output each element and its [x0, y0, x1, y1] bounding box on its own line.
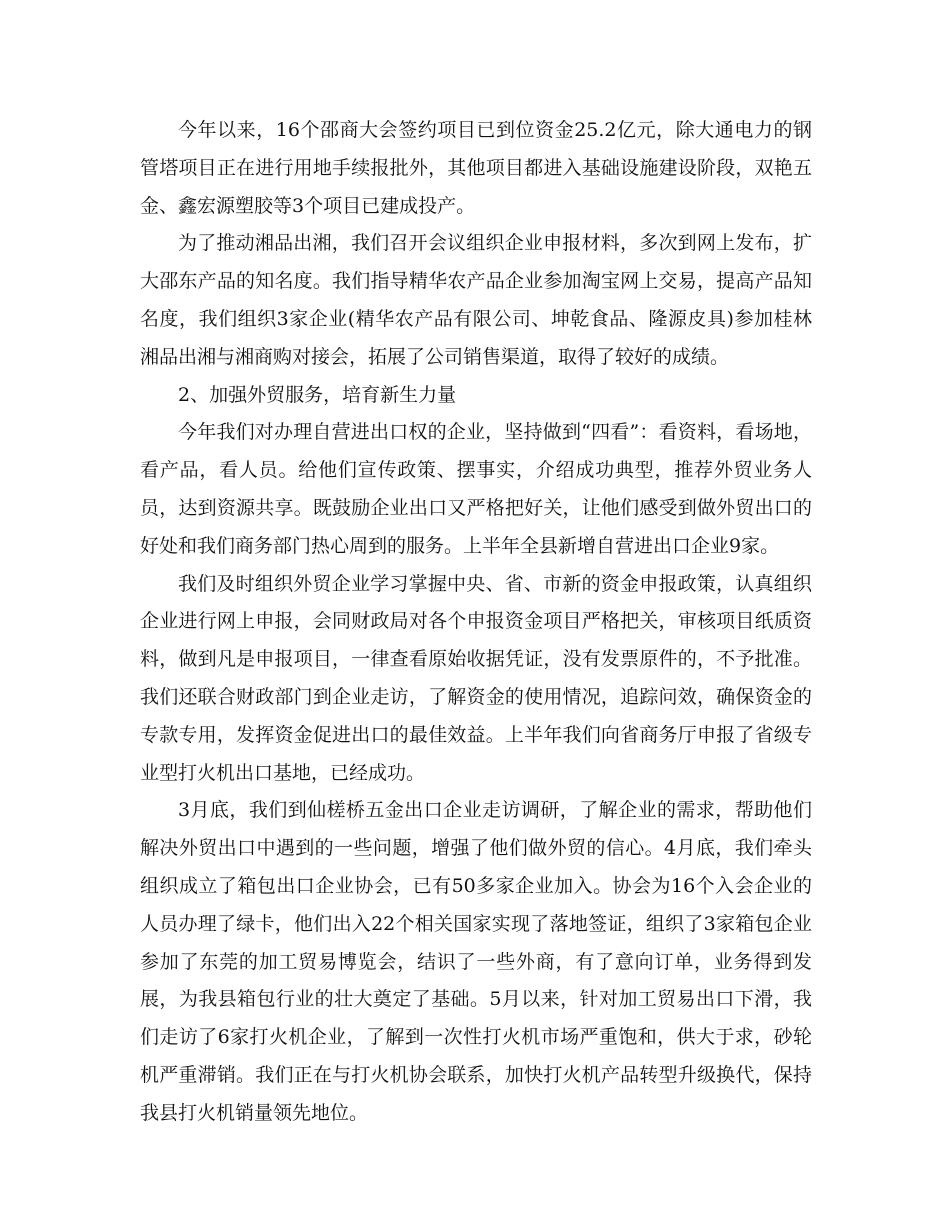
paragraph-4: 我们及时组织外贸企业学习掌握中央、省、市新的资金申报政策，认真组织企业进行网上申报，会同财政局对各个申报资金项目严格把关，审核项目纸质资料，做到凡是申报项目，一律查看原始收据凭证，没有发票原件的，不予批准。我们还联合财政部门到企业走访，了解资金的使用情况，追踪问效，确保资金的专款专用，发挥资金促进出口的最佳效益。上半年我们向省商务厅申报了省级专业型打火机出口基地，已经成功。: [140, 572, 812, 784]
section-heading: 2、加强外贸服务，培育新生力量: [178, 383, 457, 406]
paragraph-3: 今年我们对办理自营进出口权的企业，坚持做到“四看”：看资料，看场地，看产品，看人员。给他们宣传政策、摆事实，介绍成功典型，推荐外贸业务人员，达到资源共享。既鼓励企业出口又严格把好关，让他们感受到做外贸出口的好处和我们商务部门热心周到的服务。上半年全县新增自营进出口企业9家。: [140, 421, 812, 557]
document-body: [140, 112, 812, 1133]
paragraph-2: 为了推动湘品出湘，我们召开会议组织企业申报材料，多次到网上发布，扩大邵东产品的知名度。我们指导精华农产品企业参加淘宝网上交易，提高产品知名度，我们组织3家企业(精华农产品有限公司、坤乾食品、隆源皮具)参加桂林湘品出湘与湘商购对接会，拓展了公司销售渠道，取得了较好的成绩。: [140, 232, 812, 368]
paragraph-5: 3月底，我们到仙槎桥五金出口企业走访调研，了解企业的需求，帮助他们解决外贸出口中遇到的一些问题，增强了他们做外贸的信心。4月底，我们牵头组织成立了箱包出口企业协会，已有50多家企业加入。协会为16个入会企业的人员办理了绿卡，他们出入22个相关国家实现了落地签证，组织了3家箱包企业参加了东莞的加工贸易博览会，结识了一些外商，有了意向订单，业务得到发展，为我县箱包行业的壮大奠定了基础。5月以来，针对加工贸易出口下滑，我们走访了6家打火机企业，了解到一次性打火机市场严重饱和，供大于求，砂轮机严重滞销。我们正在与打火机协会联系，加快打火机产品转型升级换代，保持我县打火机销量领先地位。: [140, 799, 812, 1124]
paragraph-1: 今年以来，16个邵商大会签约项目已到位资金25.2亿元，除大通电力的钢管塔项目正在进行用地手续报批外，其他项目都进入基础设施建设阶段，双艳五金、鑫宏源塑胶等3个项目已建成投产。: [140, 119, 812, 217]
